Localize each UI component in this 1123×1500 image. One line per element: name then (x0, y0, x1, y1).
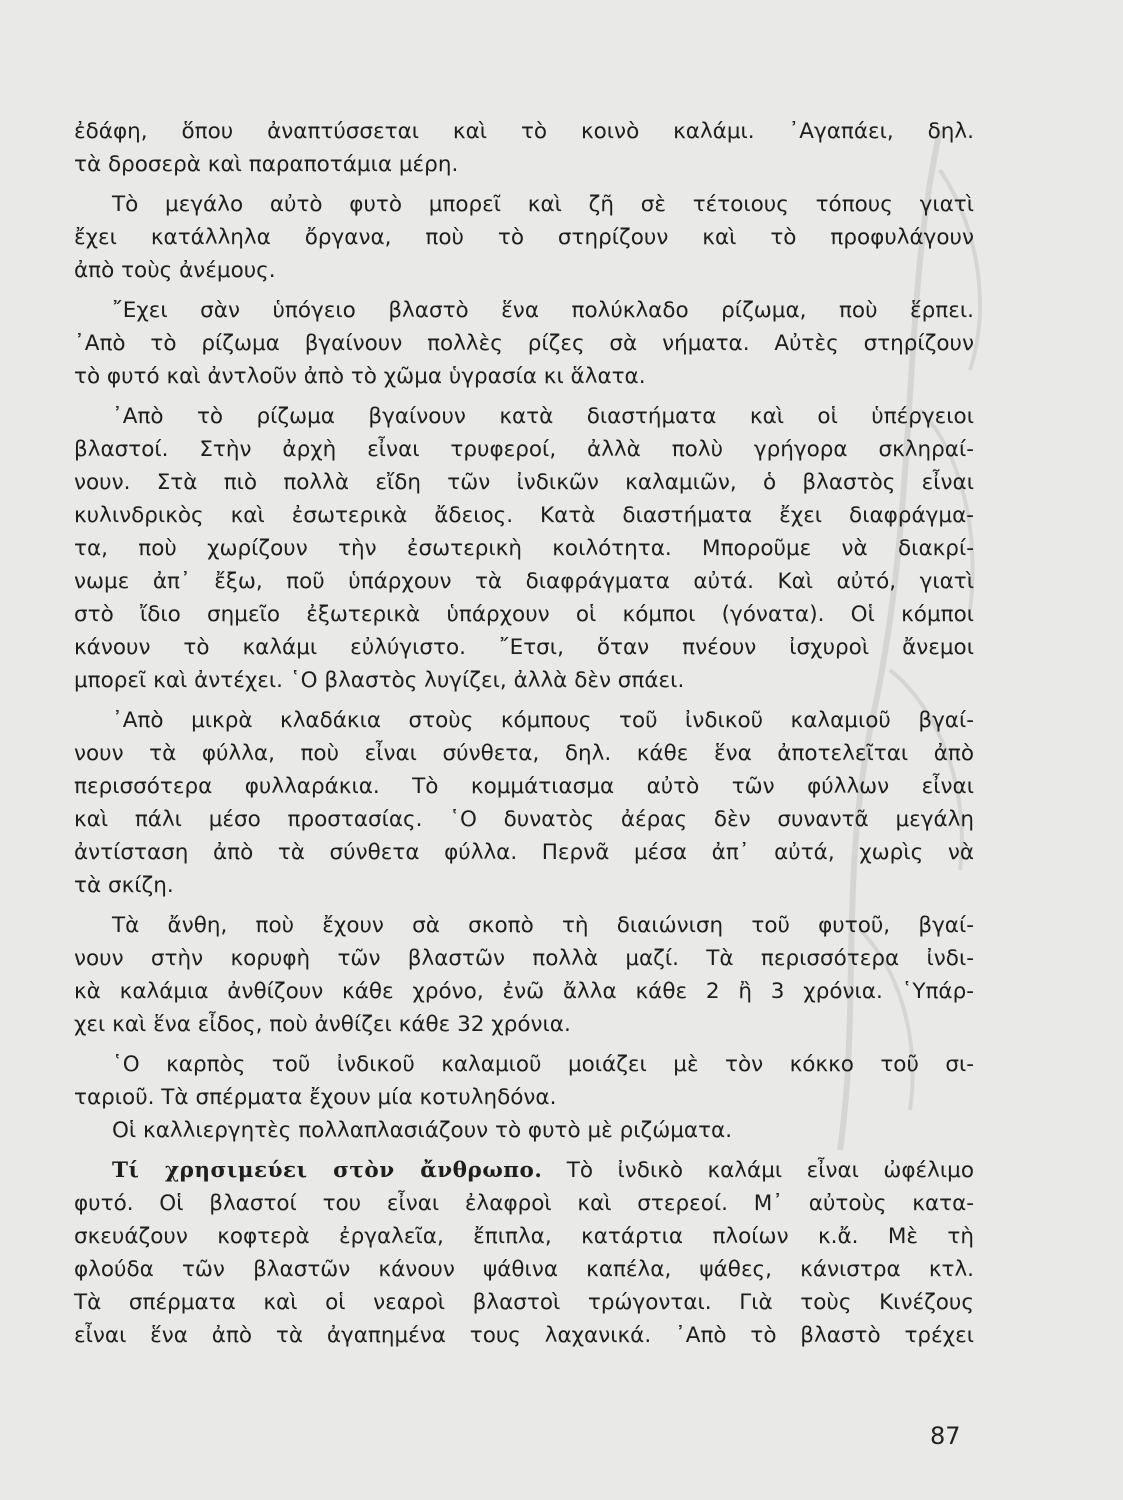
text-line: ᾿Απὸ τὸ ρίζωμα βγαίνουν πολλὲς ρίζες σὰ νήματα. Αὐτὲς στηρίζουν (74, 331, 974, 356)
text-line: νουν τὰ φύλλα, ποὺ εἶναι σύνθετα, δηλ. κάθε ἕνα ἀποτελεῖται ἀπὸ (74, 741, 974, 766)
text-line: φλούδα τῶν βλαστῶν κάνουν ψάθινα καπέλα, ψάθες, κάνιστρα κτλ. (74, 1257, 974, 1282)
text-line: ἀπὸ τοὺς ἀνέμους. (74, 258, 276, 283)
text-line: τὰ δροσερὰ καὶ παραποτάμια μέρη. (74, 152, 459, 177)
text-line: καὶ πάλι μέσο προστασίας. ῾Ο δυνατὸς ἀέρας δὲν συναντᾶ μεγάλη (74, 807, 974, 832)
text-fragment: Τὸ ἰνδικὸ καλάμι εἶναι ὠφέλιμο (566, 1158, 974, 1183)
text-line: εἶναι ἕνα ἀπὸ τὰ ἀγαπημένα τους λαχανικά. ᾿Απὸ τὸ βλαστὸ τρέχει (74, 1323, 974, 1348)
text-line: ῎Εχει σὰν ὑπόγειο βλαστὸ ἕνα πολύκλαδο ρίζωμα, ποὺ ἕρπει. (112, 298, 974, 323)
text-line: Οἱ καλλιεργητὲς πολλαπλασιάζουν τὸ φυτὸ μὲ ριζώματα. (112, 1118, 733, 1143)
body-text (74, 115, 974, 1352)
text-line: κυλινδρικὸς καὶ ἐσωτερικὰ ἄδειος. Κατὰ διαστήματα ἔχει διαφράγμα- (74, 503, 974, 528)
text-line: νωμε ἀπ᾿ ἔξω, ποῦ ὑπάρχουν τὰ διαφράγματα αὐτά. Καὶ αὐτό, γιατὶ (74, 569, 974, 594)
text-line: περισσότερα φυλλαράκια. Τὸ κομμάτιασμα αὐτὸ τῶν φύλλων εἶναι (74, 774, 974, 799)
text-line: Τὸ μεγάλο αὐτὸ φυτὸ μπορεῖ καὶ ζῆ σὲ τέτοιους τόπους γιατὶ (112, 192, 974, 217)
text-line: τὰ σκίζη. (74, 873, 174, 898)
text-line: τὸ φυτό καὶ ἀντλοῦν ἀπὸ τὸ χῶμα ὑγρασία κι ἅλατα. (74, 364, 646, 389)
page-number: 87 (930, 1422, 961, 1450)
text-line: νουν στὴν κορυφὴ τῶν βλαστῶν πολλὰ μαζί. Τὰ περισσότερα ἰνδι- (74, 946, 974, 971)
text-line: ἀντίσταση ἀπὸ τὰ σύνθετα φύλλα. Περνᾶ μέσα ἀπ᾿ αὐτά, χωρὶς νὰ (74, 840, 974, 865)
text-line: σκευάζουν κοφτερὰ ἐργαλεῖα, ἔπιπλα, κατάρτια πλοίων κ.ἄ. Μὲ τὴ (74, 1224, 974, 1249)
text-line (74, 1154, 974, 1187)
section-heading: Τί χρησιμεύει στὸν ἄνθρωπο. (112, 1158, 543, 1183)
text-line: Τὰ ἄνθη, ποὺ ἔχουν σὰ σκοπὸ τὴ διαιώνιση τοῦ φυτοῦ, βγαί- (112, 913, 974, 938)
text-line: ἔχει κατάλληλα ὄργανα, ποὺ τὸ στηρίζουν καὶ τὸ προφυλάγουν (74, 225, 974, 250)
text-line: ἐδάφη, ὅπου ἀναπτύσσεται καὶ τὸ κοινὸ καλάμι. ᾿Αγαπάει, δηλ. (74, 119, 974, 144)
text-line: Τὰ σπέρματα καὶ οἱ νεαροὶ βλαστοὶ τρώγονται. Γιὰ τοὺς Κινέζους (74, 1290, 974, 1315)
text-line: ῾Ο καρπὸς τοῦ ἰνδικοῦ καλαμιοῦ μοιάζει μὲ τὸν κόκκο τοῦ σι- (112, 1052, 974, 1077)
text-line: κάνουν τὸ καλάμι εὐλύγιστο. ῎Ετσι, ὅταν πνέουν ἰσχυροὶ ἄνεμοι (74, 635, 974, 660)
text-line: χει καὶ ἕνα εἶδος, ποὺ ἀνθίζει κάθε 32 χρόνια. (74, 1012, 571, 1037)
text-line: στὸ ἴδιο σημεῖο ἐξωτερικὰ ὑπάρχουν οἱ κόμποι (γόνατα). Οἱ κόμποι (74, 602, 974, 627)
text-line: ταριοῦ. Τὰ σπέρματα ἔχουν μία κοτυληδόνα. (74, 1085, 557, 1110)
text-line: ᾿Απὸ μικρὰ κλαδάκια στοὺς κόμπους τοῦ ἰνδικοῦ καλαμιοῦ βγαί- (112, 708, 974, 733)
text-line: φυτό. Οἱ βλαστοί του εἶναι ἐλαφροὶ καὶ στερεοί. Μ᾿ αὐτοὺς κατα- (74, 1191, 974, 1216)
text-line: βλαστοί. Στὴν ἀρχὴ εἶναι τρυφεροί, ἀλλὰ πολὺ γρήγορα σκληραί- (74, 437, 974, 462)
text-line: κὰ καλάμια ἀνθίζουν κάθε χρόνο, ἐνῶ ἄλλα κάθε 2 ἢ 3 χρόνια. ῾Υπάρ- (74, 979, 974, 1004)
text-line: μπορεῖ καὶ ἀντέχει. ῾Ο βλαστὸς λυγίζει, ἀλλὰ δὲν σπάει. (74, 668, 685, 693)
text-line: τα, ποὺ χωρίζουν τὴν ἐσωτερικὴ κοιλότητα. Μποροῦμε νὰ διακρί- (74, 536, 974, 561)
text-line: ᾿Απὸ τὸ ρίζωμα βγαίνουν κατὰ διαστήματα καὶ οἱ ὑπέργειοι (112, 404, 974, 429)
text-line: νουν. Στὰ πιὸ πολλὰ εἴδη τῶν ἰνδικῶν καλαμιῶν, ὁ βλαστὸς εἶναι (74, 470, 974, 495)
